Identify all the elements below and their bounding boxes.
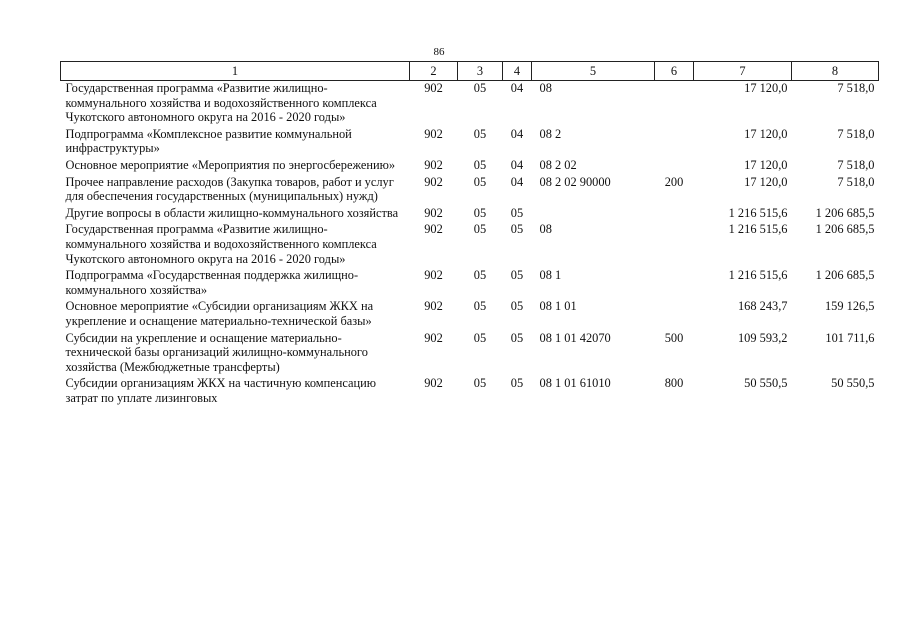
admin-code: 902 bbox=[424, 222, 443, 237]
target-article-code: 08 1 01 42070 bbox=[539, 330, 611, 345]
table-row bbox=[61, 158, 879, 175]
column-header-7: 7 bbox=[694, 62, 792, 81]
amount-col-7: 1 216 515,6 bbox=[728, 205, 788, 220]
section-code: 05 bbox=[473, 157, 487, 172]
column-header-1: 1 bbox=[61, 62, 410, 81]
subsection-code: 05 bbox=[510, 330, 524, 345]
admin-code: 902 bbox=[424, 330, 443, 345]
row-name: Прочее направление расходов (Закупка товаров, работ и услуг для обеспечения государственных (муниципальных) нужд) bbox=[65, 174, 394, 204]
column-header-6: 6 bbox=[655, 62, 694, 81]
column-header-8: 8 bbox=[792, 62, 879, 81]
admin-code: 902 bbox=[424, 299, 443, 314]
amount-col-8: 101 711,6 bbox=[825, 330, 875, 345]
section-code: 05 bbox=[473, 376, 487, 391]
section-code: 05 bbox=[473, 268, 487, 283]
expense-type-code bbox=[655, 158, 694, 175]
budget-table bbox=[60, 61, 879, 407]
expense-type-code bbox=[655, 222, 694, 268]
row-name: Субсидии на укрепление и оснащение материально-технической базы организаций жилищно-коммунального хозяйства (Межбюджетные трансферты) bbox=[65, 330, 368, 374]
row-name: Подпрограмма «Государственная поддержка жилищно-коммунального хозяйства» bbox=[65, 268, 359, 297]
table-row bbox=[61, 81, 879, 127]
row-name: Другие вопросы в области жилищно-коммунального хозяйства bbox=[65, 205, 399, 220]
column-header-5: 5 bbox=[532, 62, 655, 81]
amount-col-7: 17 120,0 bbox=[744, 157, 788, 172]
amount-col-8: 7 518,0 bbox=[837, 174, 875, 189]
expense-type-code bbox=[655, 81, 694, 127]
section-code: 05 bbox=[473, 222, 487, 237]
subsection-code: 04 bbox=[510, 126, 524, 141]
amount-col-8: 7 518,0 bbox=[837, 81, 875, 95]
expense-type-code bbox=[655, 127, 694, 158]
subsection-code: 04 bbox=[510, 157, 524, 172]
amount-col-7: 50 550,5 bbox=[744, 376, 788, 391]
amount-col-7: 17 120,0 bbox=[744, 174, 788, 189]
admin-code: 902 bbox=[424, 174, 443, 189]
table-row bbox=[61, 206, 879, 223]
amount-col-8: 7 518,0 bbox=[837, 126, 875, 141]
amount-col-8: 7 518,0 bbox=[837, 157, 875, 172]
subsection-code: 05 bbox=[510, 299, 524, 314]
expense-type-code bbox=[655, 206, 694, 223]
header-row bbox=[61, 62, 879, 81]
admin-code: 902 bbox=[424, 157, 443, 172]
table-row bbox=[61, 222, 879, 268]
target-article-code: 08 bbox=[539, 81, 552, 95]
target-article-code bbox=[532, 206, 655, 223]
amount-col-8: 1 206 685,5 bbox=[815, 222, 875, 237]
row-name: Субсидии организациям ЖКХ на частичную компенсацию затрат по уплате лизинговых bbox=[65, 376, 377, 405]
amount-col-8: 1 206 685,5 bbox=[815, 268, 875, 283]
amount-col-8: 159 126,5 bbox=[824, 299, 875, 314]
subsection-code: 05 bbox=[510, 222, 524, 237]
subsection-code: 05 bbox=[510, 268, 524, 283]
expense-type-code: 800 bbox=[664, 376, 684, 391]
expense-type-code: 500 bbox=[664, 330, 684, 345]
amount-col-7: 1 216 515,6 bbox=[728, 268, 788, 283]
expense-type-code bbox=[655, 268, 694, 299]
target-article-code: 08 2 bbox=[539, 126, 562, 141]
table-row bbox=[61, 331, 879, 377]
section-code: 05 bbox=[473, 205, 487, 220]
section-code: 05 bbox=[473, 174, 487, 189]
target-article-code: 08 2 02 90000 bbox=[539, 174, 611, 189]
admin-code: 902 bbox=[424, 376, 443, 391]
table-row bbox=[61, 299, 879, 330]
table-row bbox=[61, 127, 879, 158]
amount-col-7: 168 243,7 bbox=[737, 299, 788, 314]
section-code: 05 bbox=[473, 299, 487, 314]
page-number: 86 bbox=[433, 46, 445, 58]
subsection-code: 05 bbox=[510, 376, 524, 391]
amount-col-8: 50 550,5 bbox=[831, 376, 875, 391]
table-row bbox=[61, 268, 879, 299]
admin-code: 902 bbox=[424, 268, 443, 283]
subsection-code: 05 bbox=[510, 205, 524, 220]
target-article-code: 08 1 01 61010 bbox=[539, 376, 611, 391]
table-row bbox=[61, 376, 879, 407]
admin-code: 902 bbox=[424, 205, 443, 220]
column-header-3: 3 bbox=[458, 62, 503, 81]
row-name: Подпрограмма «Комплексное развитие коммунальной инфраструктуры» bbox=[65, 126, 352, 156]
target-article-code: 08 1 bbox=[539, 268, 562, 283]
target-article-code: 08 1 01 bbox=[539, 299, 577, 314]
admin-code: 902 bbox=[424, 81, 443, 95]
target-article-code: 08 bbox=[539, 222, 552, 237]
column-header-2: 2 bbox=[410, 62, 458, 81]
expense-type-code: 200 bbox=[664, 174, 684, 189]
section-code: 05 bbox=[473, 330, 487, 345]
table-row bbox=[61, 175, 879, 206]
amount-col-7: 1 216 515,6 bbox=[728, 222, 788, 237]
row-name: Государственная программа «Развитие жилищно-коммунального хозяйства и водохозяйственного комплекса Чукотского автономного округа на 2016 - 2020 годы» bbox=[65, 81, 377, 125]
row-name: Основное мероприятие «Субсидии организациям ЖКХ на укрепление и оснащение материально-технической базы» bbox=[65, 299, 374, 328]
amount-col-7: 17 120,0 bbox=[744, 81, 788, 95]
amount-col-7: 17 120,0 bbox=[744, 126, 788, 141]
section-code: 05 bbox=[473, 126, 487, 141]
subsection-code: 04 bbox=[510, 81, 524, 95]
admin-code: 902 bbox=[424, 126, 443, 141]
amount-col-7: 109 593,2 bbox=[737, 330, 788, 345]
section-code: 05 bbox=[473, 81, 487, 95]
expense-type-code bbox=[655, 299, 694, 330]
target-article-code: 08 2 02 bbox=[539, 157, 577, 172]
row-name: Государственная программа «Развитие жилищно-коммунального хозяйства и водохозяйственного комплекса Чукотского автономного округа на 2016 - 2020 годы» bbox=[65, 222, 377, 266]
column-header-4: 4 bbox=[503, 62, 532, 81]
row-name: Основное мероприятие «Мероприятия по энергосбережению» bbox=[65, 157, 396, 172]
amount-col-8: 1 206 685,5 bbox=[815, 205, 875, 220]
subsection-code: 04 bbox=[510, 174, 524, 189]
